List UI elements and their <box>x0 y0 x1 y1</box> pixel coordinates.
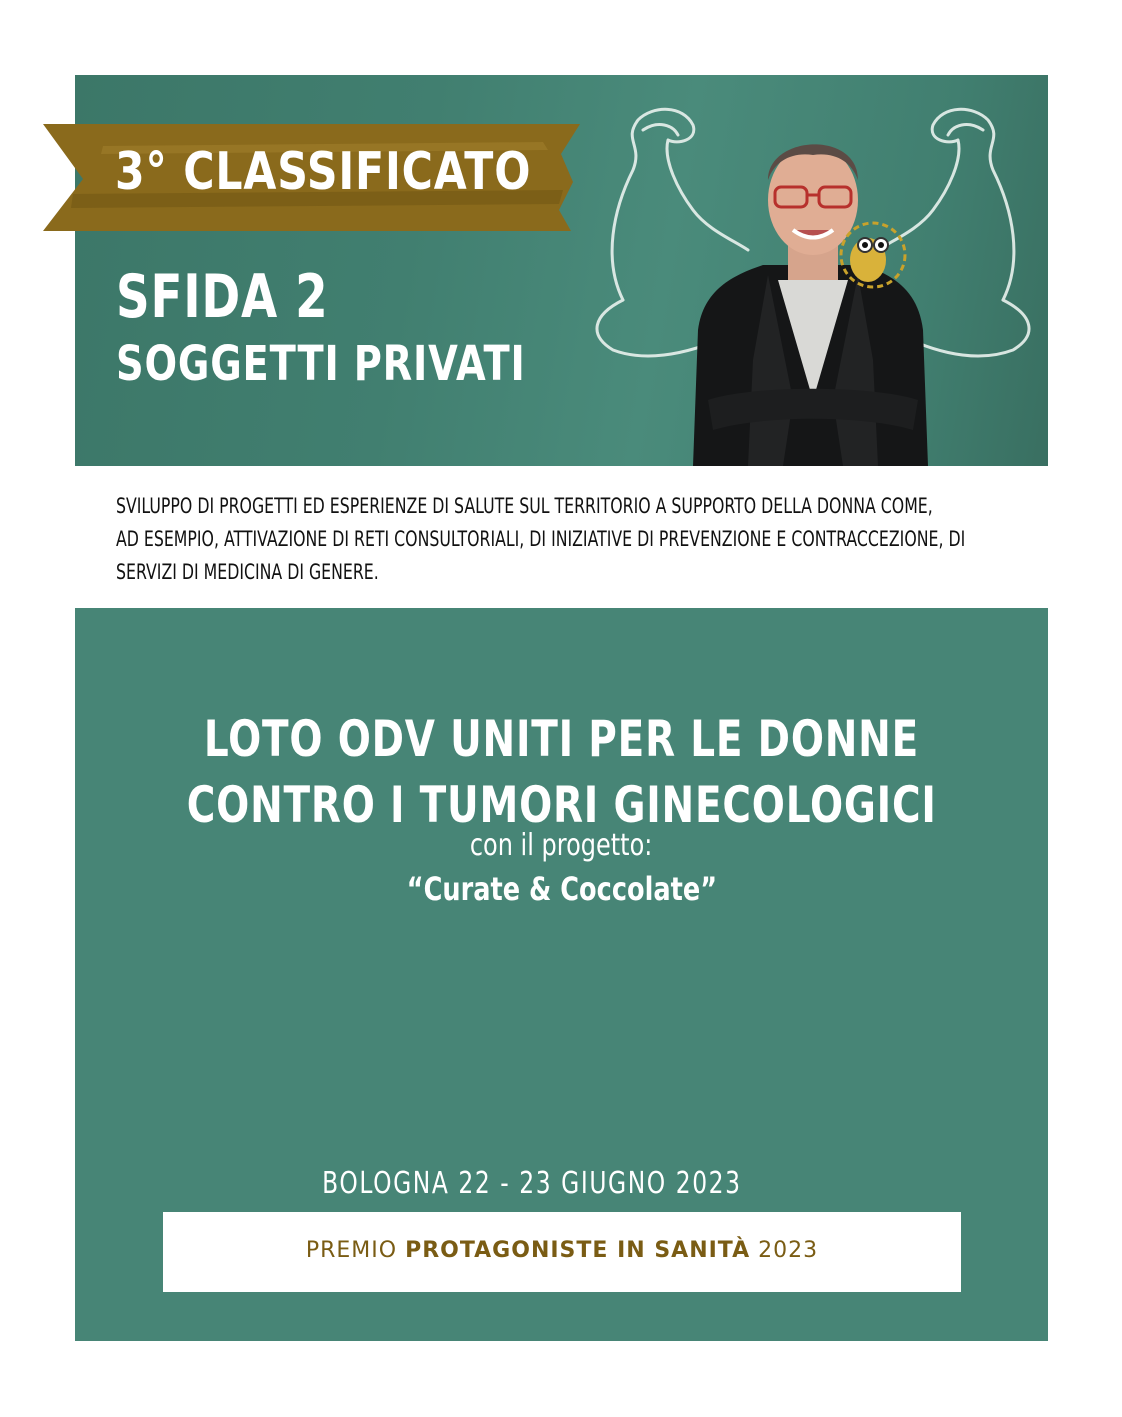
winner-panel <box>75 608 1048 1341</box>
project-intro-text: con il progetto: <box>470 828 653 863</box>
award-name: PROTAGONISTE IN SANITÀ <box>405 1238 751 1263</box>
award-title <box>163 1238 961 1263</box>
description-line: AD ESEMPIO, ATTIVAZIONE DI RETI CONSULTORIALI, DI INIZIATIVE DI PREVENZIONE E CONTRACCEZIONE, DI <box>116 527 966 551</box>
award-box <box>163 1212 961 1292</box>
challenge-title: SFIDA 2 <box>116 262 329 332</box>
award-year: 2023 <box>758 1238 819 1263</box>
ranking-ribbon <box>43 124 580 231</box>
description-line: SVILUPPO DI PROGETTI ED ESPERIENZE DI SALUTE SUL TERRITORIO A SUPPORTO DELLA DONNA COME, <box>116 494 933 518</box>
event-date <box>75 1166 988 1201</box>
challenge-description <box>116 490 1016 589</box>
project-name <box>75 870 1048 908</box>
winner-organization-line2: CONTRO I TUMORI GINECOLOGICI <box>186 776 937 834</box>
event-date-text: BOLOGNA 22 - 23 GIUGNO 2023 <box>321 1166 742 1201</box>
award-prefix: PREMIO <box>305 1238 398 1263</box>
project-intro <box>75 828 1048 863</box>
portrait-photo <box>693 144 928 466</box>
ranking-label: 3° CLASSIFICATO <box>115 142 532 202</box>
winner-organization-line1: LOTO ODV UNITI PER LE DONNE <box>203 710 920 768</box>
project-name-text: “Curate & Coccolate” <box>406 870 717 908</box>
illustration <box>583 100 1043 466</box>
category-title: SOGGETTI PRIVATI <box>116 336 526 392</box>
laurel-badge-icon <box>841 223 905 287</box>
winner-organization <box>75 706 1048 838</box>
description-line: SERVIZI DI MEDICINA DI GENERE. <box>116 560 379 584</box>
